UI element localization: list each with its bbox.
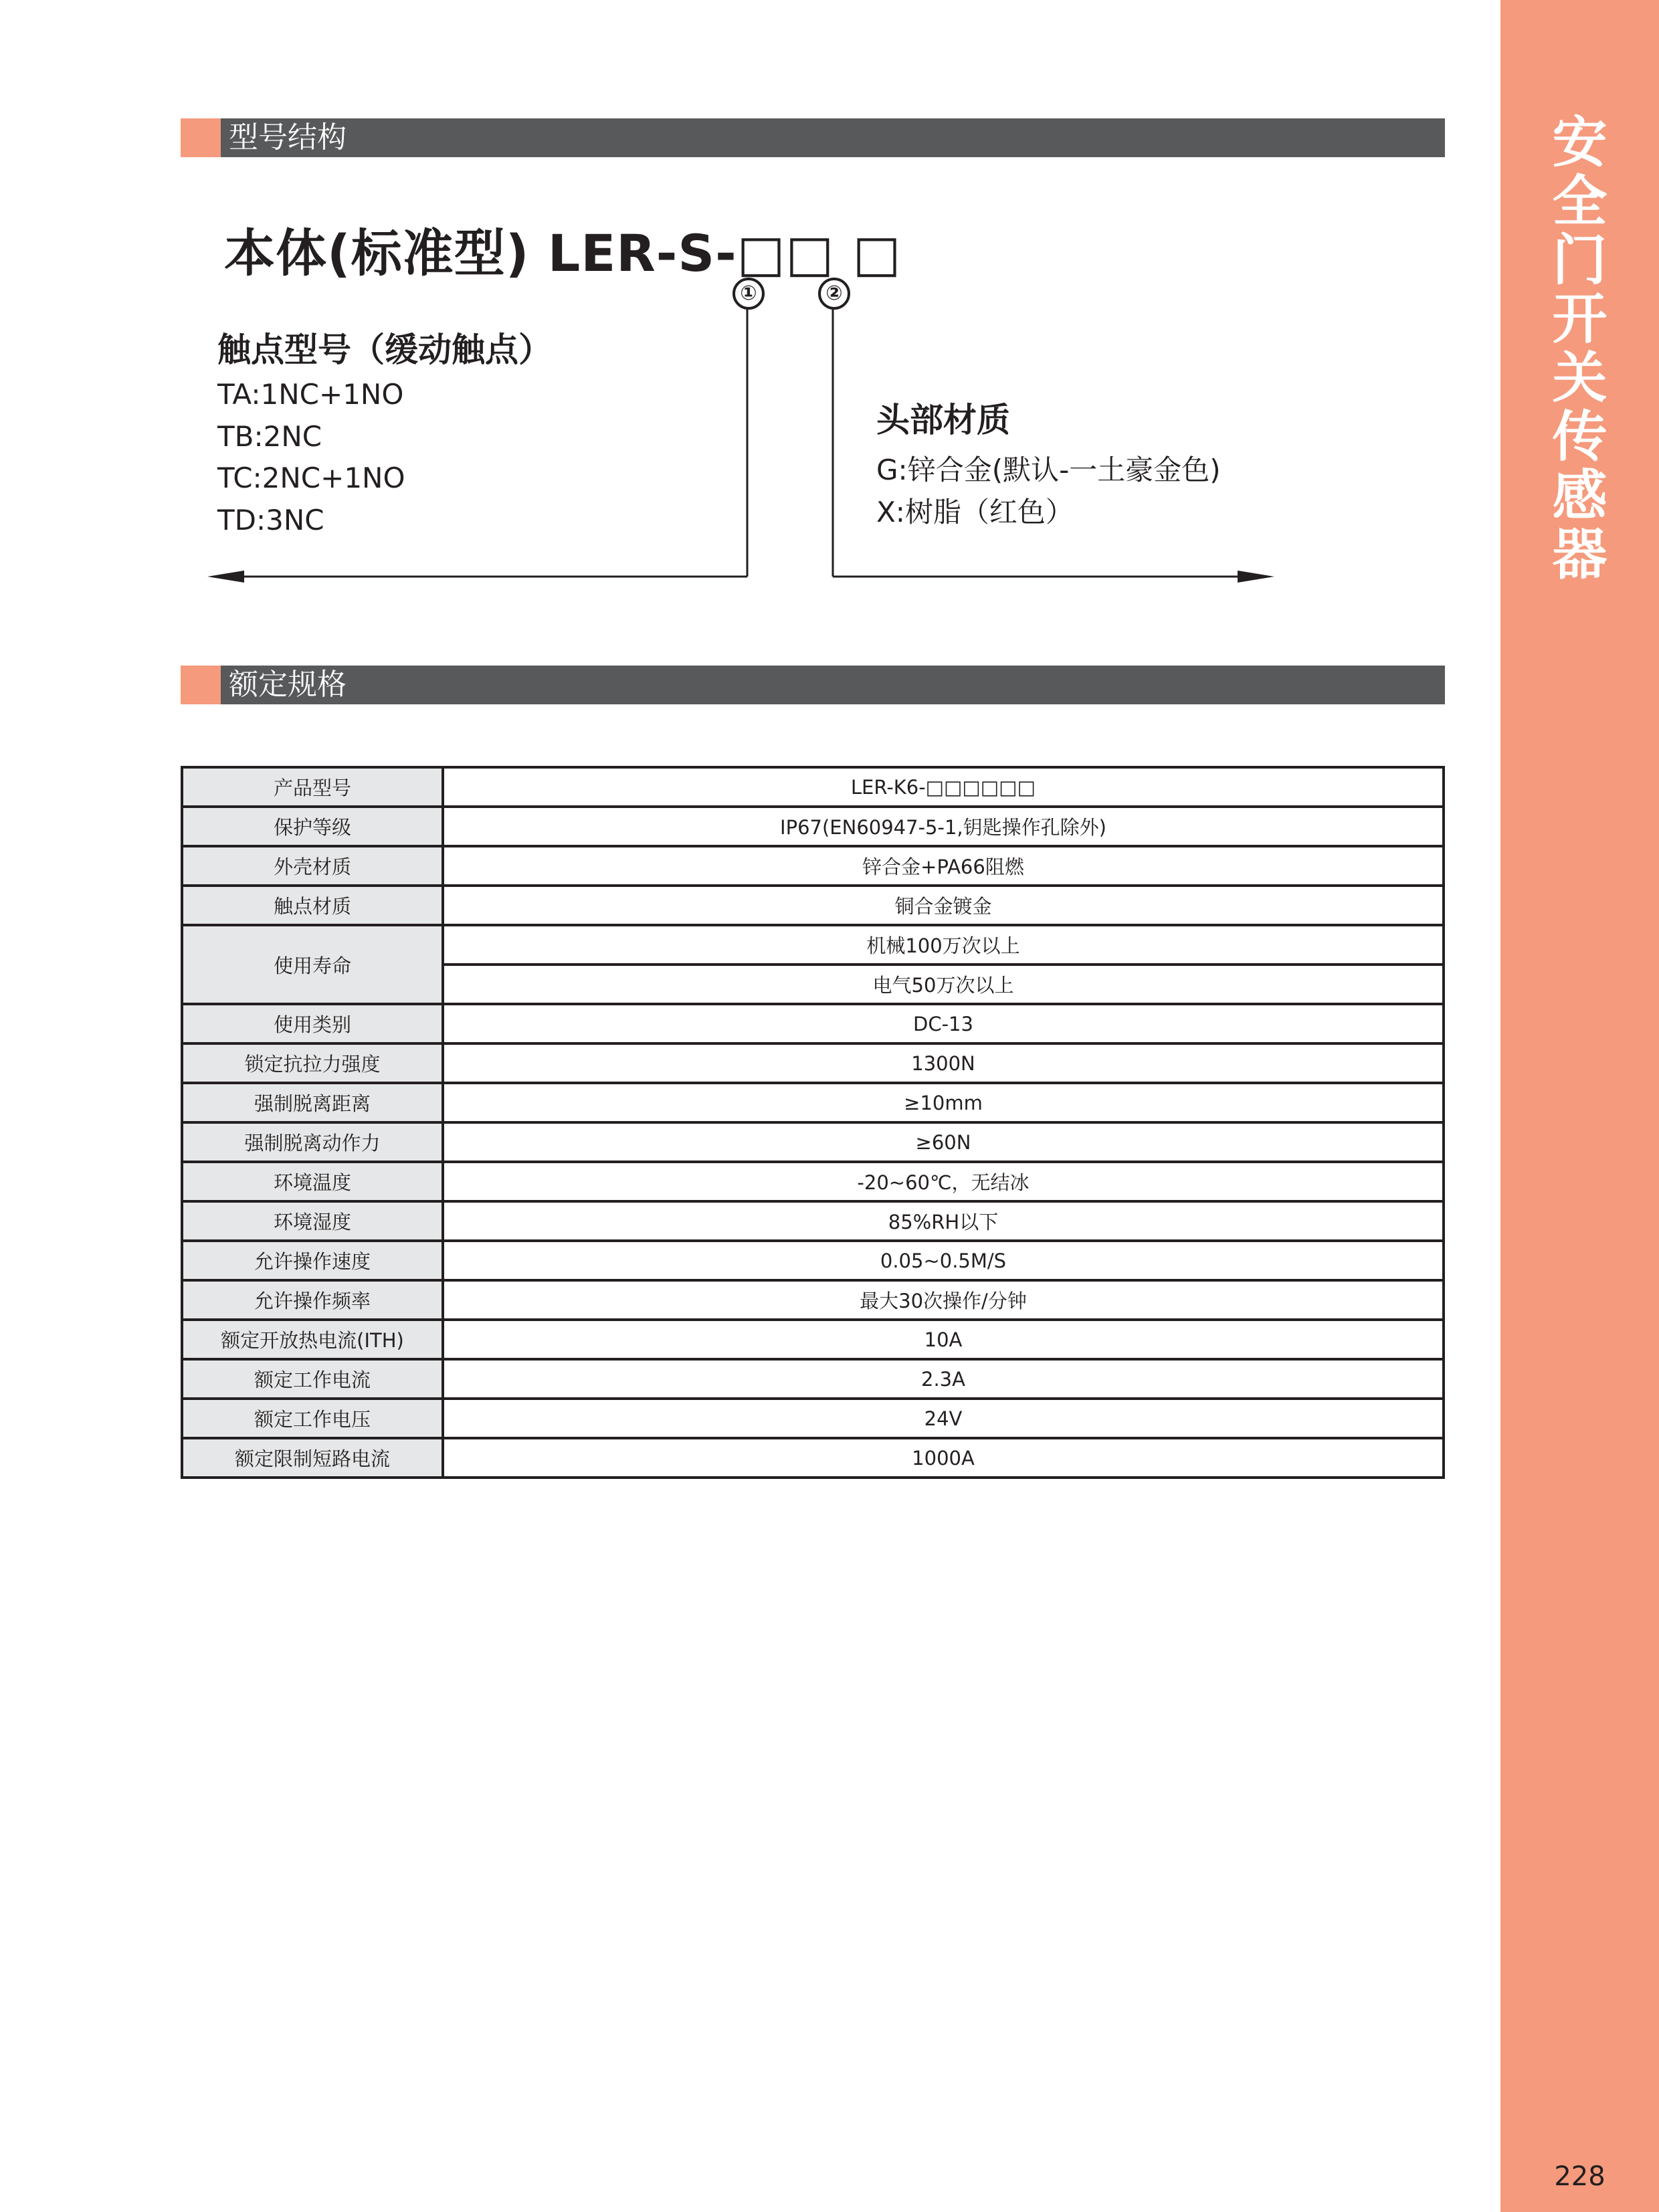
table-row: [182, 1359, 1444, 1399]
spec-value: 10A: [443, 1320, 1444, 1359]
table-row: [182, 1241, 1444, 1280]
leader-lines: [0, 0, 1500, 669]
spec-label: 额定工作电流: [182, 1359, 443, 1399]
table-row: [182, 767, 1444, 807]
table-row: [182, 1043, 1444, 1083]
page-number: 228: [1554, 2161, 1605, 2192]
spec-label: 强制脱离距离: [182, 1083, 443, 1122]
table-row: [182, 1320, 1444, 1359]
section-title-model: 型号结构: [229, 120, 347, 155]
spec-value: -20~60℃，无结冰: [443, 1162, 1444, 1201]
sidebar-band: [1500, 0, 1659, 2212]
spec-value: ≥60N: [443, 1122, 1444, 1162]
spec-value: 1000A: [443, 1438, 1444, 1478]
table-row: [182, 846, 1444, 886]
section-accent: [181, 666, 221, 704]
specs-table: [181, 766, 1445, 1479]
spec-value: 1300N: [443, 1043, 1444, 1083]
table-row: [182, 807, 1444, 846]
marker-2: ②: [818, 278, 850, 310]
spec-label: 环境温度: [182, 1162, 443, 1201]
model-code-title: 本体(标准型) LER-S-□□ □: [224, 223, 902, 283]
spec-value: 24V: [443, 1399, 1444, 1438]
spec-label: 保护等级: [182, 807, 443, 846]
section-title-specs: 额定规格: [229, 668, 347, 702]
contact-type-item: TC:2NC+1NO: [217, 462, 405, 494]
head-material-item: G:锌合金(默认-一土豪金色): [876, 454, 1221, 486]
spec-value: 机械100万次以上: [443, 925, 1444, 965]
spec-label: 环境湿度: [182, 1201, 443, 1241]
spec-value: 铜合金镀金: [443, 886, 1444, 925]
table-row: [182, 1280, 1444, 1320]
arrow-right-icon: [1238, 571, 1274, 583]
section-header-specs: [181, 666, 1445, 704]
spec-label: 强制脱离动作力: [182, 1122, 443, 1162]
table-row: [182, 886, 1444, 925]
spec-label: 使用类别: [182, 1004, 443, 1043]
spec-label: 额定工作电压: [182, 1399, 443, 1438]
spec-label: 允许操作速度: [182, 1241, 443, 1280]
contact-type-item: TB:2NC: [217, 420, 322, 453]
spec-label: 锁定抗拉力强度: [182, 1043, 443, 1083]
marker-1: ①: [733, 278, 765, 310]
table-row: [182, 1122, 1444, 1162]
spec-value: DC-13: [443, 1004, 1444, 1043]
spec-value: 0.05~0.5M/S: [443, 1241, 1444, 1280]
spec-label: 触点材质: [182, 886, 443, 925]
sidebar-title: 安全门开关传感器: [1552, 111, 1607, 587]
spec-value: LER-K6-□□□□□□: [443, 767, 1444, 807]
spec-label: 使用寿命: [182, 925, 443, 1004]
spec-value: 2.3A: [443, 1359, 1444, 1399]
table-row: [182, 1438, 1444, 1478]
table-row: [182, 1162, 1444, 1201]
spec-value: 最大30次操作/分钟: [443, 1280, 1444, 1320]
spec-value: 锌合金+PA66阻燃: [443, 846, 1444, 886]
table-row: [182, 1201, 1444, 1241]
table-row: [182, 1399, 1444, 1438]
spec-label: 外壳材质: [182, 846, 443, 886]
spec-value: 85%RH以下: [443, 1201, 1444, 1241]
table-row: [182, 1083, 1444, 1122]
head-material-heading: 头部材质: [876, 401, 1010, 439]
spec-label: 额定开放热电流(ITH): [182, 1320, 443, 1359]
contact-type-item: TA:1NC+1NO: [217, 378, 404, 411]
spec-value: IP67(EN60947-5-1,钥匙操作孔除外): [443, 807, 1444, 846]
contact-type-heading: 触点型号（缓动触点）: [217, 330, 552, 369]
spec-value: 电气50万次以上: [443, 965, 1444, 1004]
head-material-item: X:树脂（红色）: [876, 496, 1074, 528]
contact-type-item: TD:3NC: [217, 504, 324, 536]
table-row: [182, 925, 1444, 965]
spec-value: ≥10mm: [443, 1083, 1444, 1122]
table-row: [182, 1004, 1444, 1043]
spec-label: 额定限制短路电流: [182, 1438, 443, 1478]
spec-label: 允许操作频率: [182, 1280, 443, 1320]
arrow-left-icon: [207, 571, 244, 583]
spec-label: 产品型号: [182, 767, 443, 807]
